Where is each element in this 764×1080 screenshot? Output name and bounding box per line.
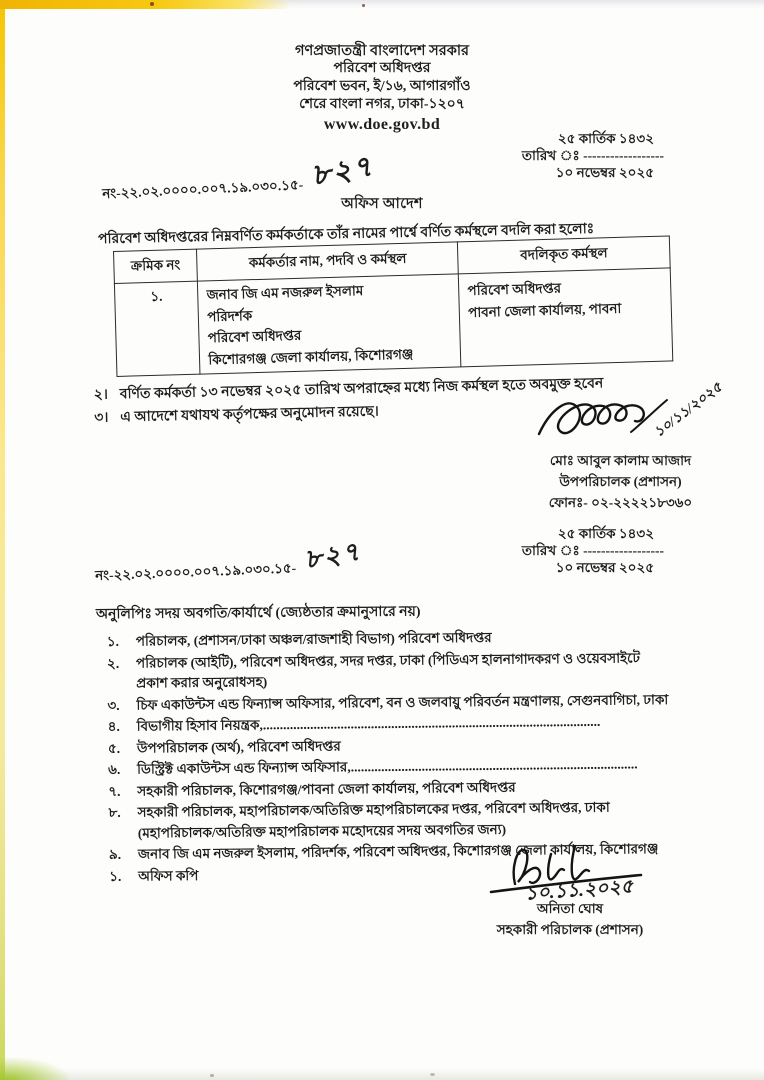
item-text: উপপরিচালক (অর্থ), পরিবেশ অধিদপ্তর (136, 738, 341, 756)
transfer-order-table (113, 235, 673, 377)
signature-area (455, 840, 685, 905)
item-number: ৯. (108, 846, 122, 862)
signature-block-deputy-director (518, 380, 726, 513)
item-number: ২. (106, 655, 120, 671)
date-block-2 (492, 525, 664, 576)
col-header-new-station: বদলিকৃত কর্মস্থল (458, 236, 670, 274)
item-text: চিফ একাউন্টস এন্ড ফিন্যান্স অফিসার, পরিবেশ, বন ও জলবায়ু পরিবর্তন মন্ত্রণালয়, সেগুনবাগিচা, ঢাকা (136, 691, 669, 713)
item-text: অফিস কপি (138, 867, 199, 884)
point-number: ২। (93, 387, 109, 403)
scan-speck (210, 1074, 214, 1077)
item-text: পরিচালক, (প্রশাসন/ঢাকা অঞ্চল/রাজশাহী বিভাগ) পরিবেশ অধিদপ্তর (135, 629, 492, 649)
date-label: তারিখ ঃ ------------------ (521, 148, 664, 163)
item-text: সহকারী পরিচালক, মহাপরিচালক/অতিরিক্ত মহাপরিচালকের দপ্তর, পরিবেশ অধিদপ্তর, ঢাকা (মহাপরিচালক/অতিরিক্ত মহাপরিচালক মহোদয়ের সদয় অবগতির জন্য) (137, 799, 610, 841)
website-url: www.doe.gov.bd (323, 116, 441, 133)
date-block-1 (492, 130, 664, 181)
signatory-name: মোঃ আবুল কালাম আজাদ (549, 453, 692, 468)
officer-designation: পরিদর্শক (206, 307, 253, 324)
point-number: ৩। (94, 410, 109, 426)
item-text: বিভাগীয় হিসাব নিয়ন্ত্রক,.................................................................................................... (136, 713, 601, 734)
list-item (108, 797, 670, 844)
address-line-2: শেরে বাংলা নগর, ঢাকা-১২০৭ (299, 97, 465, 112)
letterhead (0, 42, 764, 134)
cell-officer (198, 274, 461, 374)
item-number: ৫. (107, 740, 121, 756)
list-item (107, 648, 669, 695)
date-gregorian: ১০ নভেম্বর ২০২৫ (555, 560, 654, 575)
item-number: ১. (109, 868, 122, 884)
document-title: অফিস আদেশ (341, 196, 423, 212)
memo-number-printed: নং-২২.০২.০০০০.০০৭.১৯.০৩০.১৫- (101, 177, 304, 202)
signatory-designation: উপপরিচালক (প্রশাসন) (559, 474, 682, 489)
item-text: পরিচালক (আইটি), পরিবেশ অধিদপ্তর, সদর দপ্তর, ঢাকা (পিডিএস হালনাগাদকরণ ও ওয়েবসাইটে প্রকাশ করার অনুরোধসহ) (135, 649, 640, 691)
table-row (114, 268, 672, 376)
signature-block-assistant-director (455, 840, 685, 940)
memo-number-printed: নং-২২.০২.০০০০.০০৭.১৯.০৩০.১৫- (94, 560, 297, 584)
item-text: জনাব জি এম নজরুল ইসলাম, পরিদর্শক, পরিবেশ অধিদপ্তর, কিশোরগঞ্জ জেলা কার্যালয়, কিশোরগঞ্জ (137, 841, 659, 862)
item-number: ৭. (108, 783, 121, 799)
department-name: পরিবেশ অধিদপ্তর (333, 61, 431, 76)
date-gregorian: ১০ নভেম্বর ২০২৫ (555, 165, 654, 180)
handwritten-date-1: ১০/১১/২০২৫ (652, 380, 726, 441)
cell-new-station (459, 268, 673, 367)
item-number: ৩. (107, 697, 120, 713)
new-station-location: পাবনা জেলা কার্যালয়, পাবনা (467, 300, 622, 321)
item-text: ডিস্ট্রিক্ট একাউন্টস এন্ড ফিন্যান্স অফিসার,..................................................................................... (137, 756, 638, 777)
col-header-serial: ক্রমিক নং (114, 249, 198, 283)
intro-paragraph: পরিবেশ অধিদপ্তরের নিম্নবর্ণিত কর্মকর্তাকে তাঁর নামের পার্শ্বে বর্ণিত কর্মস্থলে বদলি করা হলোঃ (97, 221, 595, 248)
handwritten-date-2: ১০.১১.২০২৫ (524, 876, 634, 905)
point-text: বর্ণিত কর্মকর্তা ১৩ নভেম্বর ২০২৫ তারিখ অপরাহ্নের মধ্যে নিজ কর্মস্থল হতে অবমুক্ত হবেন (119, 376, 604, 403)
date-bangla: ২৫ কার্তিক ১৪৩২ (557, 131, 654, 146)
memo-number-handwritten: ৮২৭ (309, 150, 377, 193)
new-station-office: পরিবেশ অধিদপ্তর (467, 280, 562, 299)
officer-station: কিশোরগঞ্জ জেলা কার্যালয়, কিশোরগঞ্জ (208, 346, 414, 367)
officer-name: জনাব জি এম নজরুল ইসলাম (206, 283, 364, 303)
item-number: ৬. (108, 761, 121, 777)
distribution-heading: অনুলিপিঃ সদয় অবগতি/কার্যার্থে (জ্যেষ্ঠতার ক্রমানুসারে নয়) (95, 604, 421, 623)
date-bangla: ২৫ কার্তিক ১৪৩২ (557, 526, 654, 541)
cell-serial: ১. (114, 281, 200, 376)
item-number: ৪. (107, 718, 120, 734)
signature-area (518, 380, 726, 450)
scan-edge-top-left-yellow (0, 0, 292, 9)
scan-blob-bottom-left (0, 1058, 68, 1080)
scan-speck (150, 2, 154, 6)
item-text: সহকারী পরিচালক, কিশোরগঞ্জ/পাবনা জেলা কার্যালয়, পরিবেশ অধিদপ্তর (137, 779, 516, 799)
item-number: ৮. (108, 804, 121, 820)
col-header-officer: কর্মকর্তার নাম, পদবি ও কর্মস্থল (197, 242, 459, 281)
signatory-name: অনিতা ঘোষ (536, 901, 604, 916)
address-line-1: পরিবেশ ভবন, ই/১৬, আগারগাঁও (293, 79, 471, 94)
government-name: গণপ্রজাতন্ত্রী বাংলাদেশ সরকার (294, 43, 470, 59)
signatory-phone: ফোনঃ- ০২-২২২২১৮৩৬০ (548, 495, 693, 510)
scan-speck (430, 1073, 435, 1076)
point-text: এ আদেশে যথাযথ কর্তৃপক্ষের অনুমোদন রয়েছে। (120, 404, 379, 426)
signatory-designation: সহকারী পরিচালক (প্রশাসন) (496, 922, 644, 937)
date-label: তারিখ ঃ ------------------ (521, 543, 664, 558)
officer-office: পরিবেশ অধিদপ্তর (207, 327, 302, 346)
memo-number-handwritten: ৮২৭ (302, 536, 364, 575)
scan-edge-left-yellow (0, 0, 5, 1080)
item-number: ১. (106, 633, 119, 649)
scan-noise-bottom (0, 1068, 764, 1080)
scan-speck (362, 4, 365, 7)
memo-number-2 (94, 536, 364, 595)
